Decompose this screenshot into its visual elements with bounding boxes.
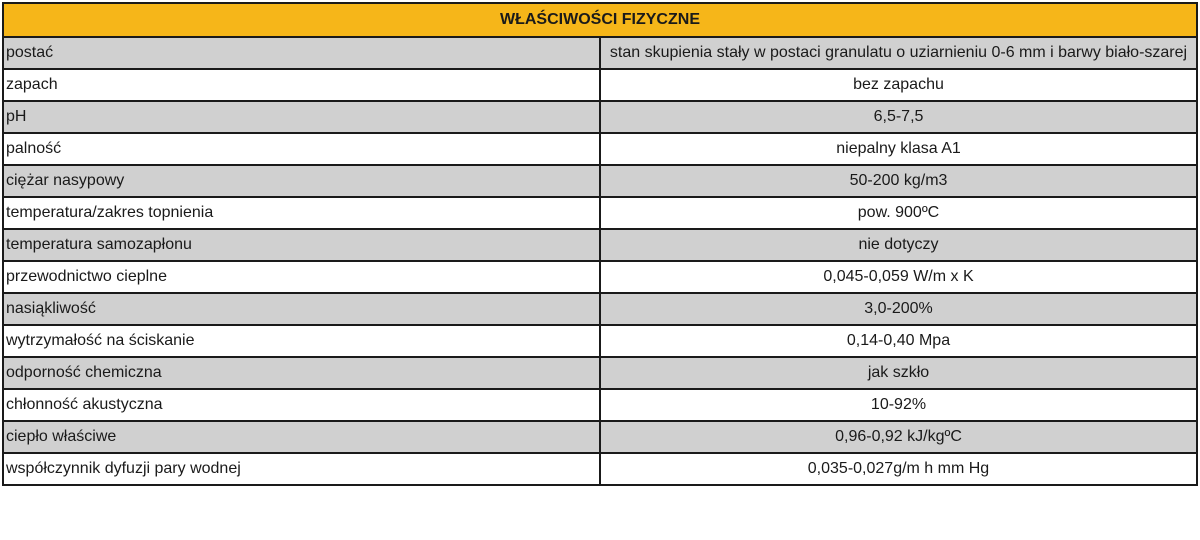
property-label: palność bbox=[3, 133, 600, 165]
table-row bbox=[3, 101, 1197, 133]
property-label: zapach bbox=[3, 69, 600, 101]
table-row bbox=[3, 197, 1197, 229]
property-value: 0,14-0,40 Mpa bbox=[600, 325, 1197, 357]
property-value: 0,045-0,059 W/m x K bbox=[600, 261, 1197, 293]
property-label: ciepło właściwe bbox=[3, 421, 600, 453]
property-value: 10-92% bbox=[600, 389, 1197, 421]
property-value: stan skupienia stały w postaci granulatu o uziarnieniu 0-6 mm i barwy biało-szarej bbox=[600, 37, 1197, 69]
property-value: 0,035-0,027g/m h mm Hg bbox=[600, 453, 1197, 485]
property-label: postać bbox=[3, 37, 600, 69]
property-label: przewodnictwo cieplne bbox=[3, 261, 600, 293]
property-value: pow. 900ºC bbox=[600, 197, 1197, 229]
property-label: temperatura/zakres topnienia bbox=[3, 197, 600, 229]
table-row bbox=[3, 229, 1197, 261]
property-value: nie dotyczy bbox=[600, 229, 1197, 261]
property-label: pH bbox=[3, 101, 600, 133]
table-row bbox=[3, 69, 1197, 101]
table-title: WŁAŚCIWOŚCI FIZYCZNE bbox=[3, 3, 1197, 37]
table-row bbox=[3, 37, 1197, 69]
property-value: niepalny klasa A1 bbox=[600, 133, 1197, 165]
physical-properties-table bbox=[2, 2, 1198, 486]
property-value: 50-200 kg/m3 bbox=[600, 165, 1197, 197]
property-value: bez zapachu bbox=[600, 69, 1197, 101]
property-label: wytrzymałość na ściskanie bbox=[3, 325, 600, 357]
property-label: chłonność akustyczna bbox=[3, 389, 600, 421]
table-row bbox=[3, 133, 1197, 165]
table-row bbox=[3, 325, 1197, 357]
property-label: ciężar nasypowy bbox=[3, 165, 600, 197]
table-row bbox=[3, 389, 1197, 421]
property-value: 6,5-7,5 bbox=[600, 101, 1197, 133]
property-label: współczynnik dyfuzji pary wodnej bbox=[3, 453, 600, 485]
table-row bbox=[3, 357, 1197, 389]
table-row bbox=[3, 165, 1197, 197]
property-value: 0,96-0,92 kJ/kgºC bbox=[600, 421, 1197, 453]
table-row bbox=[3, 453, 1197, 485]
table-row bbox=[3, 293, 1197, 325]
property-label: odporność chemiczna bbox=[3, 357, 600, 389]
table-row bbox=[3, 261, 1197, 293]
table-row bbox=[3, 421, 1197, 453]
property-label: temperatura samozapłonu bbox=[3, 229, 600, 261]
property-value: 3,0-200% bbox=[600, 293, 1197, 325]
property-label: nasiąkliwość bbox=[3, 293, 600, 325]
property-value: jak szkło bbox=[600, 357, 1197, 389]
table-header-row bbox=[3, 3, 1197, 37]
